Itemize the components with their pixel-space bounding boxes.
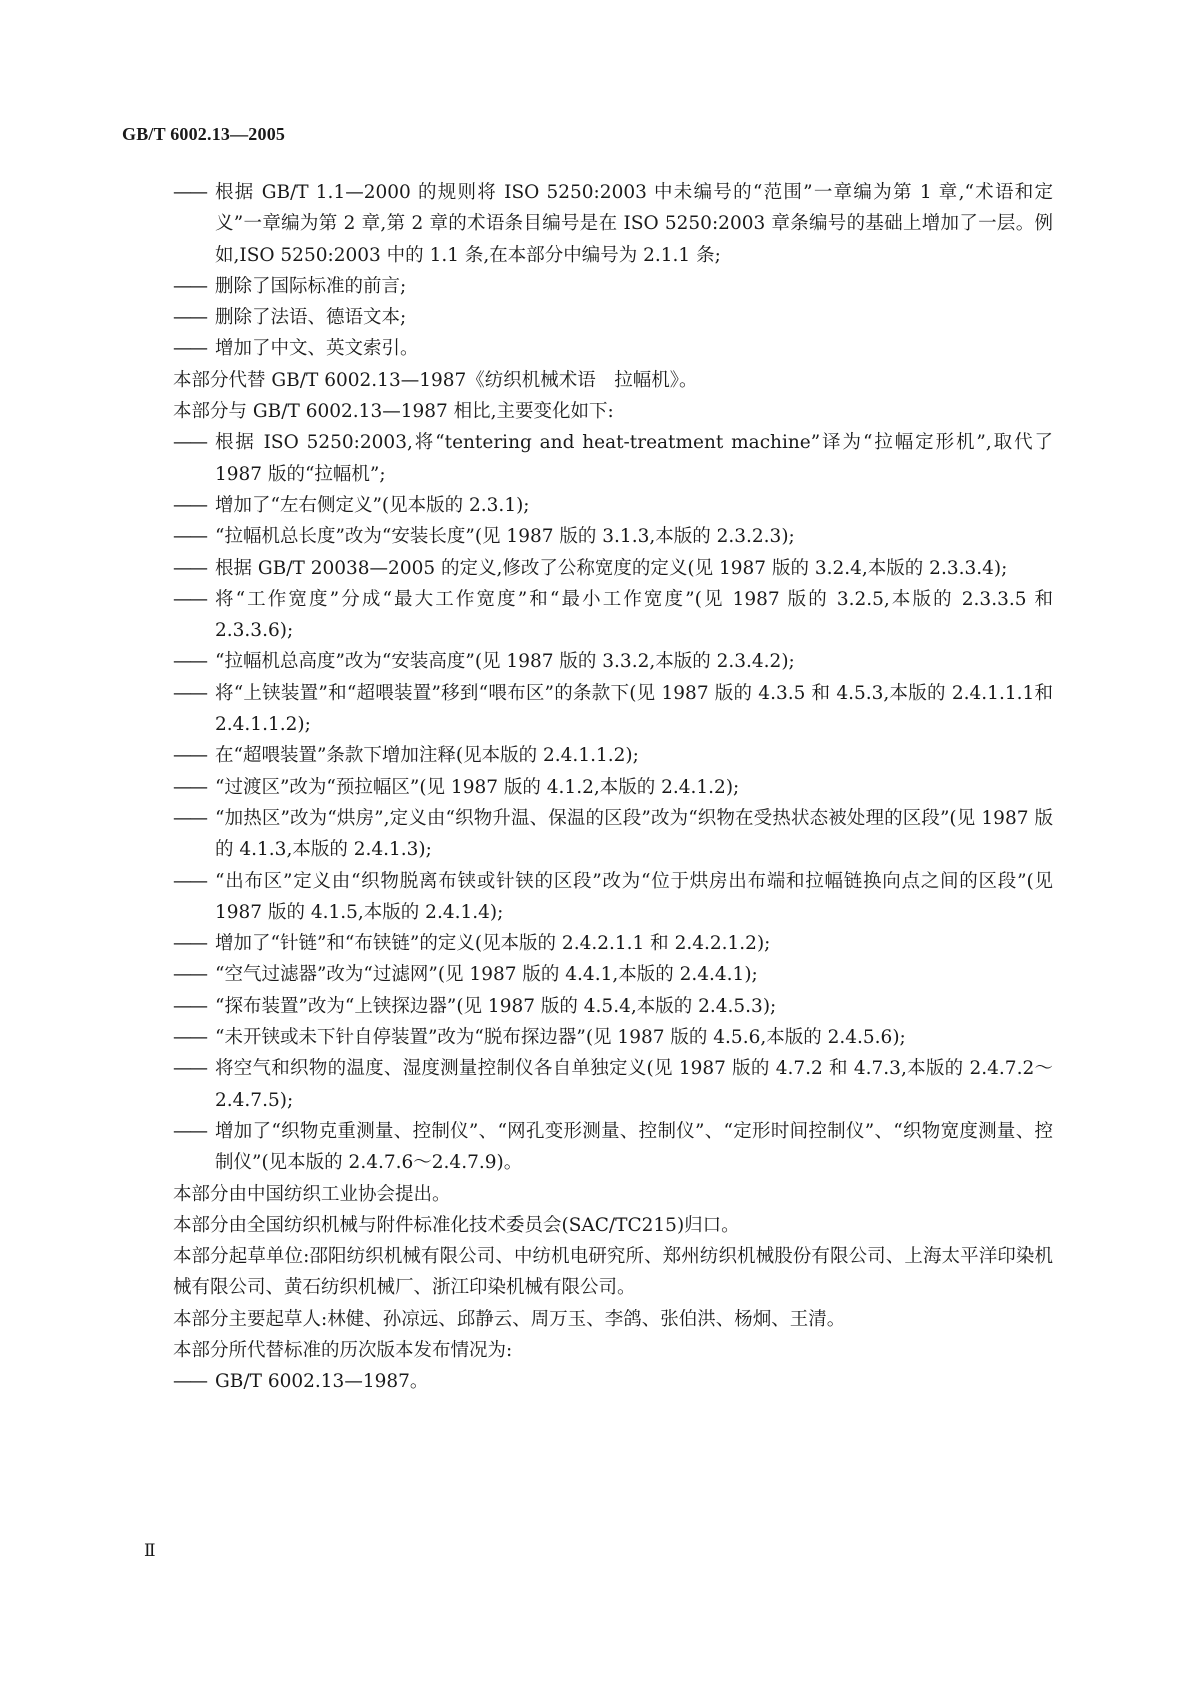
list-item-text: “出布区”定义由“织物脱离布铗或针铗的区段”改为“位于烘房出布端和拉幅链换向点之间的区段”(见 1987 版的 4.1.5,本版的 2.4.1.4); (215, 870, 1053, 923)
list-item (173, 1116, 1053, 1179)
list-item-text: 增加了“左右侧定义”(见本版的 2.3.1); (215, 494, 530, 516)
list-item (173, 959, 1053, 990)
page-number: Ⅱ (144, 1541, 156, 1560)
list-item-text: “空气过滤器”改为“过滤网”(见 1987 版的 4.4.1,本版的 2.4.4.1); (215, 964, 758, 986)
paragraph: 本部分由中国纺织工业协会提出。 (173, 1183, 451, 1205)
list-item (173, 584, 1053, 647)
paragraph: 本部分与 GB/T 6002.13—1987 相比,主要变化如下: (173, 401, 614, 423)
dash-marker: —— (173, 807, 206, 829)
list-item-text: “拉幅机总长度”改为“安装长度”(见 1987 版的 3.1.3,本版的 2.3.2.3); (215, 526, 795, 548)
list-item (173, 302, 1053, 333)
list-item (173, 646, 1053, 677)
list-item-text: “加热区”改为“烘房”,定义由“织物升温、保温的区段”改为“织物在受热状态被处理的区段”(见 1987 版的 4.1.3,本版的 2.4.1.3); (215, 807, 1053, 861)
dash-marker: —— (173, 682, 206, 704)
dash-marker: —— (173, 745, 206, 767)
list-item-text: “未开铗或未下针自停装置”改为“脱布探边器”(见 1987 版的 4.5.6,本版的 2.4.5.6); (215, 1027, 906, 1049)
list-item-text: 根据 GB/T 20038—2005 的定义,修改了公称宽度的定义(见 1987 版的 3.2.4,本版的 2.3.3.4); (215, 557, 1008, 579)
list-item (173, 1366, 1053, 1397)
document-body (173, 177, 1053, 1398)
dash-marker: —— (173, 182, 206, 203)
standard-code-header: GB/T 6002.13—2005 (122, 124, 286, 144)
list-item-text: 根据 ISO 5250:2003,将“tentering and heat-treatment machine”译为“拉幅定形机”,取代了 1987 版的“拉幅机”; (215, 432, 1053, 485)
list-item-text: “拉幅机总高度”改为“安装高度”(见 1987 版的 3.3.2,本版的 2.3.4.2); (215, 651, 795, 673)
dash-marker: —— (173, 933, 206, 955)
dash-marker: —— (173, 275, 206, 297)
dash-marker: —— (173, 494, 206, 516)
paragraph: 本部分所代替标准的历次版本发布情况为: (173, 1339, 513, 1361)
dash-marker: —— (173, 1120, 206, 1142)
dash-marker: —— (173, 1371, 206, 1393)
list-item (173, 1053, 1053, 1116)
list-item (173, 490, 1053, 521)
dash-marker: —— (173, 338, 206, 360)
dash-marker: —— (173, 432, 206, 454)
list-item-text: 根据 GB/T 1.1—2000 的规则将 ISO 5250:2003 中未编号的“范围”一章编为第 1 章,“术语和定义”一章编为第 2 章,第 2 章的术语条目编号是在 ISO 5250:2003 章条编号的基础上增加了一层。例如,ISO 5250:2003 中的 1.1 条,在本部分中编号为 2.1.1 条; (215, 182, 1053, 266)
dash-marker: —— (173, 776, 206, 798)
dash-marker: —— (173, 1027, 206, 1049)
paragraph: 本部分代替 GB/T 6002.13—1987《纺织机械术语 拉幅机》。 (173, 369, 698, 391)
list-item (173, 521, 1053, 552)
list-item (173, 772, 1053, 803)
list-item-text: “过渡区”改为“预拉幅区”(见 1987 版的 4.1.2,本版的 2.4.1.2); (215, 776, 740, 798)
paragraph: 本部分主要起草人:林健、孙凉远、邱静云、周万玉、李鸽、张伯洪、杨炯、王清。 (173, 1308, 846, 1330)
list-item (173, 991, 1053, 1022)
list-item-text: 将空气和织物的温度、湿度测量控制仪各自单独定义(见 1987 版的 4.7.2 和 4.7.3,本版的 2.4.7.2～2.4.7.5); (215, 1058, 1053, 1111)
list-item-text: GB/T 6002.13—1987。 (215, 1371, 429, 1393)
dash-marker: —— (173, 588, 206, 610)
list-item (173, 177, 1053, 271)
list-item (173, 866, 1053, 929)
list-item-text: 删除了国际标准的前言; (215, 275, 407, 297)
dash-marker: —— (173, 307, 206, 329)
list-item (173, 271, 1053, 302)
list-item-text: “探布装置”改为“上铗探边器”(见 1987 版的 4.5.4,本版的 2.4.5.3); (215, 995, 777, 1017)
list-item (173, 333, 1053, 364)
list-item-text: 将“上铗装置”和“超喂装置”移到“喂布区”的条款下(见 1987 版的 4.3.5 和 4.5.3,本版的 2.4.1.1.1和 2.4.1.1.2); (215, 682, 1053, 736)
dash-marker: —— (173, 557, 206, 579)
list-item (173, 1022, 1053, 1053)
dash-marker: —— (173, 995, 206, 1017)
list-item-text: 增加了“织物克重测量、控制仪”、“网孔变形测量、控制仪”、“定形时间控制仪”、“织物宽度测量、控制仪”(见本版的 2.4.7.6～2.4.7.9)。 (215, 1120, 1053, 1174)
list-item-text: 将“工作宽度”分成“最大工作宽度”和“最小工作宽度”(见 1987 版的 3.2.5,本版的 2.3.3.5 和 2.3.3.6); (215, 588, 1053, 642)
dash-marker: —— (173, 526, 206, 548)
list-item (173, 740, 1053, 771)
list-item (173, 678, 1053, 741)
list-item (173, 553, 1053, 584)
dash-marker: —— (173, 964, 206, 986)
paragraph: 本部分起草单位:邵阳纺织机械有限公司、中纺机电研究所、郑州纺织机械股份有限公司、上海太平洋印染机械有限公司、黄石纺织机械厂、浙江印染机械有限公司。 (173, 1246, 1053, 1299)
dash-marker: —— (173, 870, 206, 892)
dash-marker: —— (173, 1058, 206, 1080)
paragraph: 本部分由全国纺织机械与附件标准化技术委员会(SAC/TC215)归口。 (173, 1214, 740, 1236)
list-item (173, 928, 1053, 959)
list-item-text: 删除了法语、德语文本; (215, 307, 407, 329)
list-item (173, 427, 1053, 490)
list-item-text: 增加了“针链”和“布铗链”的定义(见本版的 2.4.2.1.1 和 2.4.2.1.2); (215, 933, 771, 955)
list-item (173, 803, 1053, 866)
list-item-text: 在“超喂装置”条款下增加注释(见本版的 2.4.1.1.2); (215, 745, 639, 767)
dash-marker: —— (173, 651, 206, 673)
list-item-text: 增加了中文、英文索引。 (215, 338, 419, 360)
